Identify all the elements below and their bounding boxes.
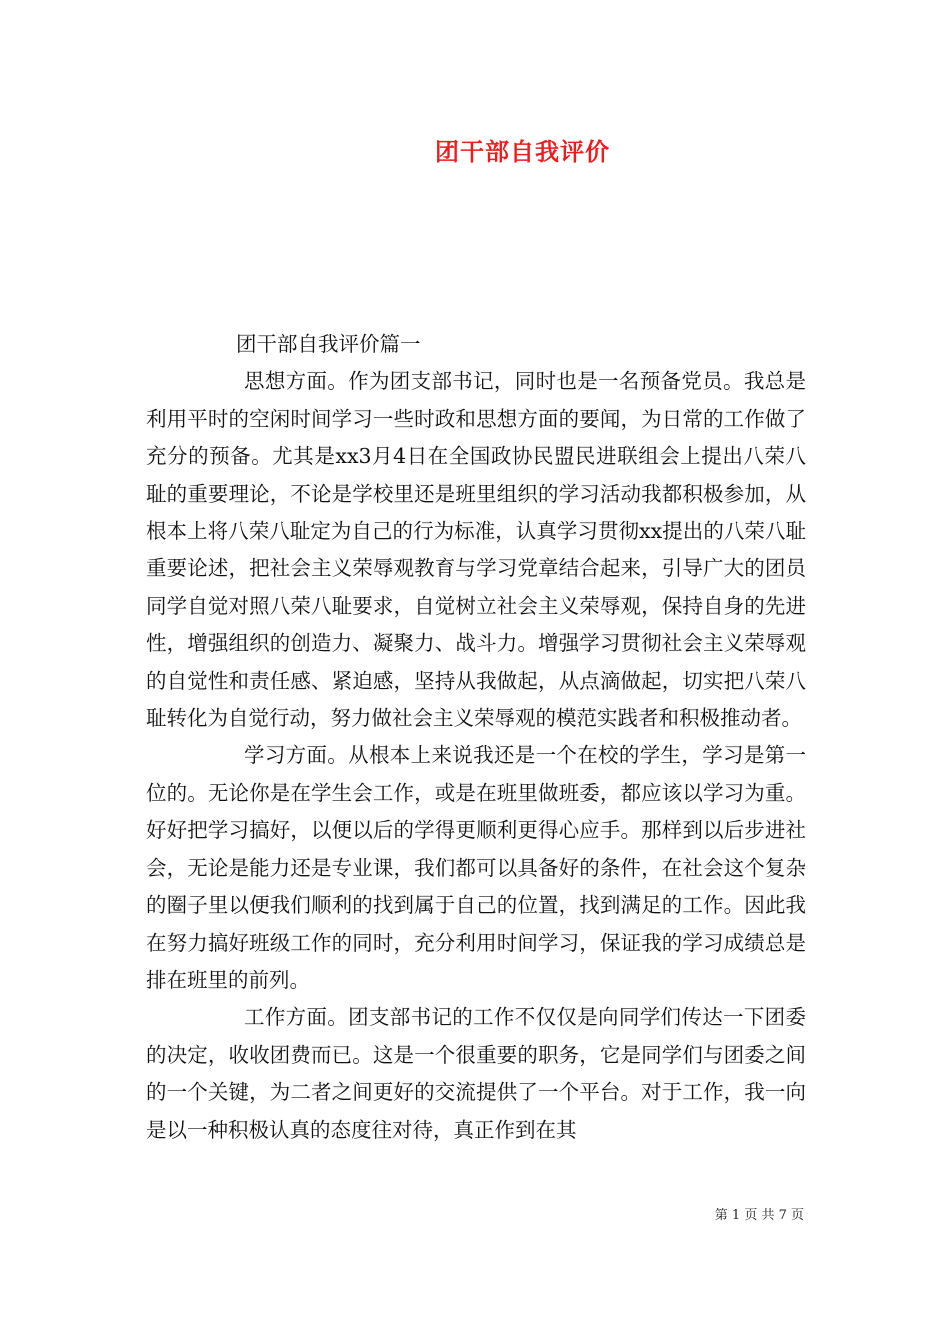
- document-body: [146, 326, 806, 1149]
- page-number-footer: 第 1 页 共 7 页: [714, 1208, 804, 1223]
- paragraph-thought: 思想方面。作为团支部书记，同时也是一名预备党员。我总是利用平时的空闲时间学习一些时政和思想方面的要闻，为日常的工作做了充分的预备。尤其是xx3月4日在全国政协民盟民进联组会上提出八荣八耻的重要理论，不论是学校里还是班里组织的学习活动我都积极参加，从根本上将八荣八耻定为自己的行为标准，认真学习贯彻xx提出的八荣八耻重要论述，把社会主义荣辱观教育与学习党章结合起来，引导广大的团员同学自觉对照八荣八耻要求，自觉树立社会主义荣辱观，保持自身的先进性，增强组织的创造力、凝聚力、战斗力。增强学习贯彻社会主义荣辱观的自觉性和责任感、紧迫感，坚持从我做起，从点滴做起，切实把八荣八耻转化为自觉行动，努力做社会主义荣辱观的模范实践者和积极推动者。: [146, 369, 806, 731]
- document-title: 团干部自我评价: [435, 138, 610, 166]
- section-subheading: 团干部自我评价篇一: [236, 332, 421, 356]
- paragraph-study: 学习方面。从根本上来说我还是一个在校的学生，学习是第一位的。无论你是在学生会工作，或是在班里做班委，都应该以学习为重。好好把学习搞好，以便以后的学得更顺利更得心应手。那样到以后步进社会，无论是能力还是专业课，我们都可以具备好的条件，在社会这个复杂的圈子里以便我们顺利的找到属于自己的位置，找到满足的工作。因此我在努力搞好班级工作的同时，充分利用时间学习，保证我的学习成绩总是排在班里的前列。: [146, 743, 806, 992]
- paragraph-work: 工作方面。团支部书记的工作不仅仅是向同学们传达一下团委的决定，收收团费而已。这是一个很重要的职务，它是同学们与团委之间的一个关键，为二者之间更好的交流提供了一个平台。对于工作，我一向是以一种积极认真的态度往对待，真正作到在其: [146, 1005, 806, 1142]
